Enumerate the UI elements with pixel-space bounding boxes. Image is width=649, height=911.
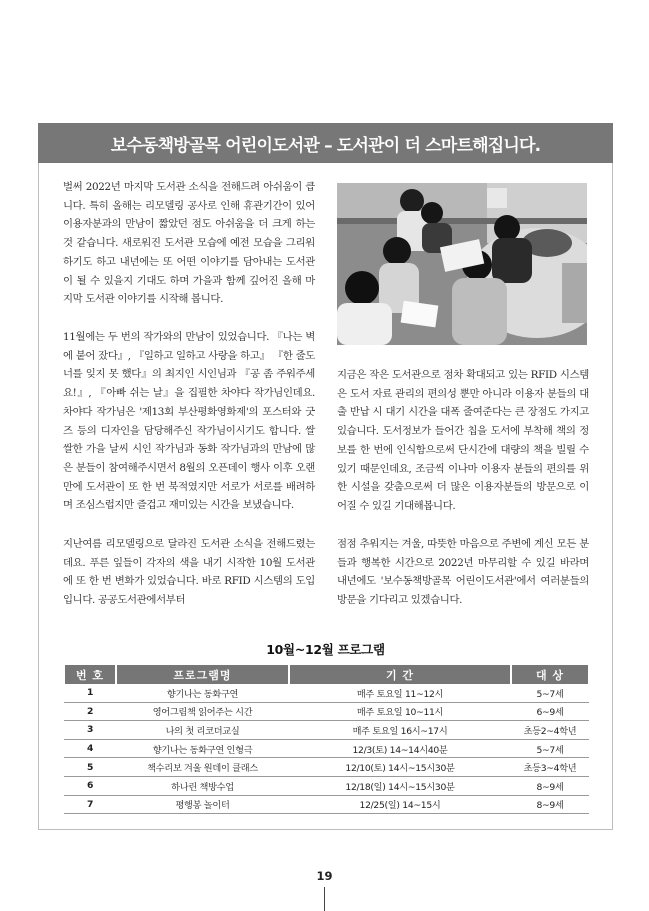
row-program: 영어그림책 읽어주는 시간 (116, 702, 289, 721)
row-number: 2 (64, 702, 116, 721)
row-period: 12/18(일) 14시~15시30분 (289, 776, 511, 795)
row-number: 7 (64, 795, 116, 814)
row-target: 5~7세 (511, 684, 589, 702)
article-title: 보수동책방골목 어린이도서관 – 도서관이 더 스마트해집니다. (38, 123, 613, 163)
row-period: 12/10(토) 14시~15시30분 (289, 758, 511, 777)
row-target: 8~9세 (511, 776, 589, 795)
row-target: 5~7세 (511, 739, 589, 758)
table-row (64, 721, 589, 740)
row-program: 향기나는 동화구연 인형극 (116, 739, 289, 758)
header-number: 번 호 (64, 665, 116, 684)
children-reading-photo (337, 183, 587, 345)
table-row (64, 795, 589, 814)
row-number: 3 (64, 721, 116, 740)
header-target: 대 상 (511, 665, 589, 684)
page-number: 19 (316, 869, 333, 883)
row-program: 하나린 책방수업 (116, 776, 289, 795)
table-row (64, 758, 589, 777)
row-period: 12/25(일) 14~15시 (289, 795, 511, 814)
row-period: 매주 토요일 16시~17시 (289, 721, 511, 740)
row-target: 6~9세 (511, 702, 589, 721)
header-program-name: 프로그램명 (116, 665, 289, 684)
table-row (64, 684, 589, 702)
row-number: 1 (64, 684, 116, 702)
program-table (63, 665, 590, 814)
program-title: 10월~12월 프로그램 (266, 642, 385, 657)
table-row (64, 776, 589, 795)
table-row (64, 739, 589, 758)
row-target: 초등3~4학년 (511, 758, 589, 777)
row-period: 매주 토요일 11~12시 (289, 684, 511, 702)
row-target: 초등2~4학년 (511, 721, 589, 740)
row-program: 책수리보 겨울 원데이 클래스 (116, 758, 289, 777)
table-header-row (64, 665, 589, 684)
left-paragraph-2: 11월에는 두 번의 작가와의 만남이 있었습니다. 『나는 벽에 붙어 잤다』, 『일하고 일하고 사랑을 하고』 『한 줄도 너를 잊지 못 했다』의 최지인 시인님과 『공 좀 주워주세요!』, 『아빠 쉬는 날』을 집필한 차야다 작가님인데요. 차야다 작가님은 '제13회 부산평화영화제'의 포스터와 굿즈 등의 디자인을 담당해주신 작가님이시기도 합니다. 쌀쌀한 가을 날씨 시인 작가님과 동화 작가님과의 만남에 많은 분들이 참여해주시면서 8월의 오픈데이 행사 이후 오랜만에 도서관이 또 한 번 북적였지만 서로가 서로를 배려하며 조심스럽지만 즐겁고 재미있는 시간을 보냈습니다. (63, 331, 315, 512)
row-number: 6 (64, 776, 116, 795)
row-number: 4 (64, 739, 116, 758)
right-paragraph-1: 지금은 작은 도서관으로 점차 확대되고 있는 RFID 시스템은 도서 자료 관리의 편의성 뿐만 아니라 이용자 분들의 대출 반납 시 대기 시간을 대폭 줄여준다는 큰 장점도 가지고 있습니다. 도서정보가 들어간 칩을 도서에 부착해 책의 정보를 한 번에 인식함으로써 단시간에 대량의 책을 빌릴 수 있기 때문인데요, 조금씩 이나마 이용자 분들의 편의를 위한 시설을 갖춤으로써 더 많은 이용자분들의 방문으로 이어질 수 있길 기대해봅니다. (337, 369, 589, 512)
right-paragraph-2: 점점 추워지는 겨울, 따뜻한 마음으로 주변에 계신 모든 분들과 행복한 시간으로 2022년 마무리할 수 있길 바라며 내년에도 '보수동책방골목 어린이도서관'에서 여러분들의 방문을 기다리고 있겠습니다. (337, 538, 589, 607)
table-row (64, 702, 589, 721)
row-target: 8~9세 (511, 795, 589, 814)
row-number: 5 (64, 758, 116, 777)
header-period: 기 간 (289, 665, 511, 684)
left-paragraph-1: 벌써 2022년 마지막 도서관 소식을 전해드려 아쉬움이 큽니다. 특히 올해는 리모델링 공사로 인해 휴관기간이 있어 이용자분과의 만남이 짧았던 점도 아쉬움을 더 크게 하는 것 같습니다. 새로워진 도서관 모습에 예전 모습을 그리워하기도 하고 내년에는 또 어떤 이야기를 담아내는 도서관이 될 수 있을지 기대도 하며 가을과 함께 깊어진 올해 마지막 도서관 이야기를 시작해 봅니다. (63, 181, 315, 306)
left-paragraph-3: 지난여름 리모델링으로 달라진 도서관 소식을 전해드렸는데요. 푸른 잎들이 각자의 색을 내기 시작한 10월 도서관에 또 한 번 변화가 있었습니다. 바로 RFID 시스템의 도입입니다. 공공도서관에서부터 (63, 538, 315, 607)
page-divider-line (324, 887, 325, 911)
row-program: 평행봉 놀이터 (116, 795, 289, 814)
row-period: 12/3(토) 14~14시40분 (289, 739, 511, 758)
row-period: 매주 토요일 10~11시 (289, 702, 511, 721)
row-program: 향기나는 동화구연 (116, 684, 289, 702)
row-program: 나의 첫 리코더교실 (116, 721, 289, 740)
